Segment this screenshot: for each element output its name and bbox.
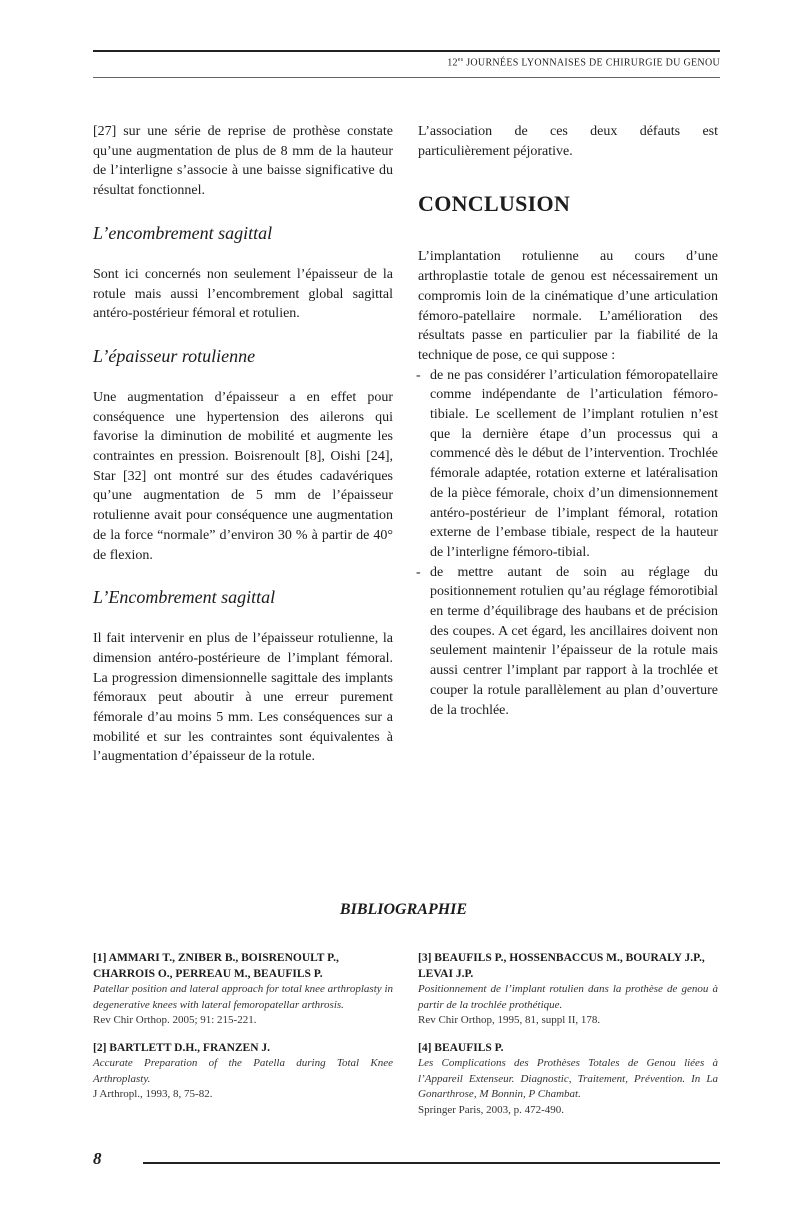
paragraph: Il fait intervenir en plus de l’épaisseur rotulienne, la dimension antéro-postérieure de l’implant fémoral. La progression dimensionnelle sagittale des implants fémoraux peut aboutir à une erreur purement fémorale d’au moins 5 mm. Les conséquences sur a mobilité et sur les contraintes sont équivalentes à l’augmentation d’épaisseur de la rotule. — [93, 631, 393, 765]
running-head: $12^{es}$ JOURNÉES LYONNAISES DE CHIRURGIE DU GENOU — [447, 57, 720, 69]
right-column — [418, 122, 718, 720]
paragraph: Sont ici concernés non seulement l’épaisseur de la rotule mais aussi l’encombrement global sagittal antéro-postérieur fémoral et rotulien. — [93, 266, 393, 322]
reference-source: J Arthropl., 1993, 8, 75-82. — [93, 1088, 213, 1100]
footer-rule — [143, 1162, 720, 1164]
reference-item — [93, 1041, 393, 1103]
page-number: 8 — [93, 1149, 102, 1168]
list-item: - de ne pas considérer l’articulation fémoropatellaire comme indépendante de l’articulation fémoro-tibiale. Le scellement de l’implant rotulien n’est que la dernière étape d’un processus qui a commencé dès le début de l’intervention. Trochlée fémorale adaptée, rotation externe et latéralisation de la pièce fémorale, choix d’un dimensionnement antéro-postérieur de l’implant fémoral, rotation externe de l’embase tibiale, respect de la hauteur de l’interligne fémoro-tibial. — [418, 366, 718, 563]
reference-item — [418, 1041, 718, 1119]
reference-title: Accurate Preparation of the Patella during Total Knee Arthroplasty. — [93, 1057, 393, 1085]
paragraph: [27] sur une série de reprise de prothèse constate qu’une augmentation de plus de 8 mm de la hauteur de l’interligne s’associe à une baisse significative du résultat fonctionnel. — [93, 124, 393, 199]
reference-item — [93, 951, 393, 1029]
bullet-list — [418, 366, 718, 721]
header-rule-thick — [93, 50, 720, 52]
reference-title: Positionnement de l’implant rotulien dans la prothèse de genou à partir de la trochlée prothétique. — [418, 983, 718, 1011]
reference-source: Rev Chir Orthop, 1995, 81, suppl II, 178. — [418, 1014, 601, 1026]
reference-source: Springer Paris, 2003, p. 472-490. — [418, 1103, 565, 1116]
paragraph: L’association de ces deux défauts est particulièrement péjorative. — [418, 124, 718, 159]
section-heading: L’épaisseur rotulienne — [93, 345, 256, 366]
reference-source: Rev Chir Orthop. 2005; 91: 215-221. — [93, 1014, 257, 1026]
list-item: - de mettre autant de soin au réglage du positionnement rotulien qu’au réglage fémorotibial en terme d’équilibrage des haubans et de précision des coupes. A cet égard, les ancillaires doivent non seulement maintenir l’épaisseur de la rotule mais aussi centrer l’implant par rapport à la trochlée et couper la rotule parallèlement au plan d’ouverture de la trochlée. — [418, 563, 718, 721]
paragraph: L’implantation rotulienne au cours d’une arthroplastie totale de genou est nécessairement un compromis loin de la cinématique d’une articulation fémoro-patellaire normale. L’amélioration des résultats passe en particulier par la fiabilité de la technique de pose, ce qui suppose : — [418, 249, 718, 363]
conclusion-heading: CONCLUSION — [418, 191, 571, 217]
section-heading: L’encombrement sagittal — [93, 222, 273, 243]
reference-title: Patellar position and lateral approach for total knee arthroplasty in degenerative knees with lateral femoropatellar arthrosis. — [93, 983, 393, 1011]
reference-title: Les Complications des Prothèses Totales de Genou liées à l’Appareil Extenseur. Diagnostic, Traitement, Prévention. In La Gonarthrose, M Bonnin, P Chambat. — [418, 1057, 718, 1100]
paragraph: Une augmentation d’épaisseur a en effet pour conséquence une hypertension des ailerons qui favorise la diminution de mobilité et augmente les contraintes en pression. Boisrenoult [8], Oishi [24], Star [32] ont montré sur des études cadavériques qu’une augmentation de 5 mm de l’épaisseur rotulienne avait pour conséquence une augmentation de la force “normale” d’environ 30 % à partir de 40° de flexion. — [93, 389, 393, 563]
bibliography-left-column — [93, 951, 393, 1115]
reference-authors: [1] AMMARI T., ZNIBER B., BOISRENOULT P., CHARROIS O., PERREAU M., BEAUFILS P. — [93, 952, 339, 980]
bibliography-right-column — [418, 951, 718, 1130]
bibliography-title: BIBLIOGRAPHIE — [339, 901, 468, 918]
reference-item — [418, 951, 718, 1029]
section-heading: L’Encombrement sagittal — [93, 587, 276, 608]
reference-authors: [4] BEAUFILS P. — [418, 1041, 504, 1054]
reference-authors: [2] BARTLETT D.H., FRANZEN J. — [93, 1041, 271, 1054]
reference-authors: [3] BEAUFILS P., HOSSENBACCUS M., BOURALY J.P., LEVAI J.P. — [418, 952, 705, 980]
left-column — [93, 122, 393, 767]
header-rule-thin — [93, 77, 720, 78]
